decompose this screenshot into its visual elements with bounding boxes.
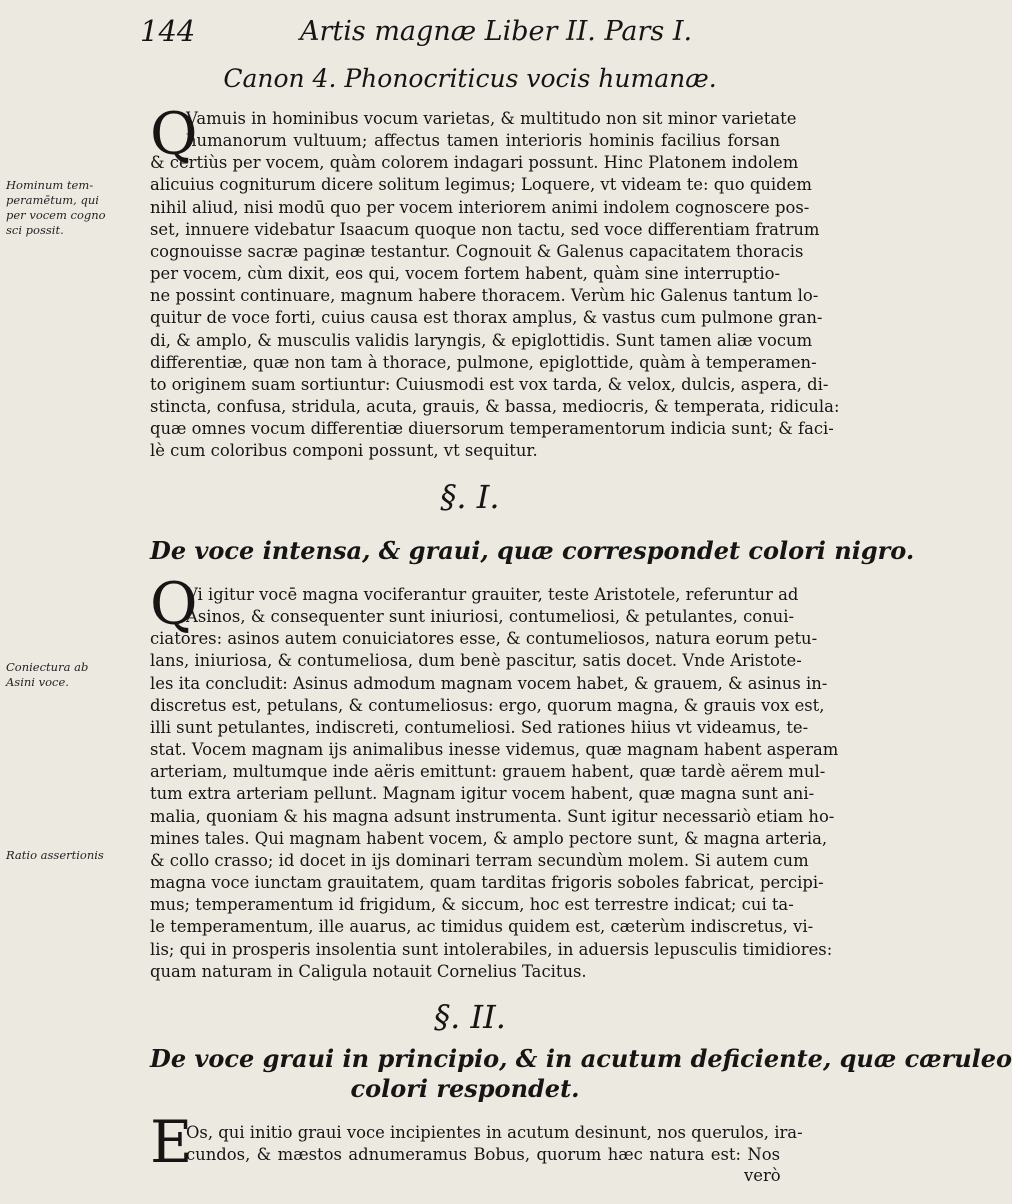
text-line: differentiæ, quæ non tam à thorace, pulmone, epiglottide, quàm à temperamen- [150,352,817,372]
text-line: quæ omnes vocum differentiæ diuersorum temperamentorum indicia sunt; & faci- [150,419,834,439]
margin-note-line: Hominum tem- [6,178,94,192]
text-line: discretus est, petulans, & contumeliosus: ergo, quorum magna, & grauis vox est, [150,695,825,715]
text-line: nihil aliud, nisi modū quo per vocem interiorem animi indolem cognoscere pos- [150,197,810,217]
page-header [140,14,780,54]
drop-cap: Q [150,100,198,168]
drop-cap-2: Q [150,570,198,638]
section-mark-1: §. I. [440,478,500,516]
text-line: quam naturam in Caligula notauit Cornelius Tacitus. [150,961,587,981]
paragraph-intro [150,100,840,463]
page-number: 144 [140,14,196,48]
text-line: cognouisse sacræ paginæ testantur. Cognouit & Galenus capacitatem thoracis [150,241,804,261]
margin-note-asini [6,660,142,690]
margin-note-line: per vocem cogno [6,208,106,222]
section-title-2-line1: De voce graui in principio, & in acutum deficiente, quæ cæruleo [150,1044,1012,1073]
text-line: quitur de voce forti, cuius causa est thorax amplus, & vastus cum pulmone gran- [150,308,823,328]
text-line: cundos, & mæstos adnumeramus Bobus, quorum hæc natura est: Nos [186,1145,780,1165]
margin-note-line: Ratio assertionis [6,848,104,862]
margin-note-line: Coniectura ab [6,660,89,674]
running-title: Artis magnæ Liber II. Pars I. [300,16,693,47]
text-line: alicuius cogniturum dicere solitum legimus; Loquere, vt videam te: quo quidem [150,175,812,195]
text-line: le temperamentum, ille auarus, ac timidus quidem est, cæterùm indiscretus, vi- [150,917,814,937]
text-line: arteriam, multumque inde aëris emittunt: grauem habent, quæ tardè aërem mul- [150,762,826,782]
text-line: & certiùs per vocem, quàm colorem indagari possunt. Hinc Platonem indolem [150,153,799,173]
text-line: mus; temperamentum id frigidum, & siccum, hoc est terrestre indicat; cui ta- [150,895,794,915]
text-line: humanorum vultuum; affectus tamen interioris hominis facilius forsan [186,131,780,151]
paragraph-section-2 [150,1122,803,1166]
section-title-1: De voce intensa, & graui, quæ correspondet colori nigro. [150,536,915,565]
text-line: stincta, confusa, stridula, acuta, grauis, & bassa, mediocris, & temperata, ridicula: [150,397,840,417]
margin-note-line: sci possit. [6,223,64,237]
text-line: per vocem, cùm dixit, eos qui, vocem fortem habent, quàm sine interruptio- [150,264,780,284]
text-line: les ita concludit: Asinus admodum magnam vocem habet, & grauem, & asinus in- [150,673,828,693]
margin-note-line: Asini voce. [6,675,69,689]
text-line: tum extra arteriam pellunt. Magnam igitur vocem habent, quæ magna sunt ani- [150,784,815,804]
margin-note-line: peramētum, qui [6,193,99,207]
text-line: lans, iniuriosa, & contumeliosa, dum benè pascitur, satis docet. Vnde Aristote- [150,651,802,671]
text-line: Vi igitur vocē magna vociferantur grauiter, teste Aristotele, referuntur ad [186,585,799,604]
text-line: mines tales. Qui magnam habent vocem, & amplo pectore sunt, & magna arteria, [150,828,828,848]
text-line: & collo crasso; id docet in ijs dominari terram secundùm molem. Si autem cum [150,850,809,870]
text-line: Vamuis in hominibus vocum varietas, & multitudo non sit minor varietate [186,109,797,128]
text-line: stat. Vocem magnam ijs animalibus inesse videmus, quæ magnam habent asperam [150,740,839,760]
drop-cap-3: E [150,1108,193,1176]
text-line: to originem suam sortiuntur: Cuiusmodi est vox tarda, & velox, dulcis, aspera, di- [150,374,829,394]
text-line: malia, quoniam & his magna adsunt instrumenta. Sunt igitur necessariò etiam ho- [150,806,835,826]
section-title-2-line2: colori respondet. [350,1074,580,1103]
text-line: Os, qui initio graui voce incipientes in acutum desinunt, nos querulos, ira- [186,1123,803,1142]
text-line: di, & amplo, & musculis validis laryngis, & epiglottidis. Sunt tamen aliæ vocum [150,330,813,350]
margin-note-hominum [6,178,142,238]
text-line: magna voce iunctam grauitatem, quam tarditas frigoris soboles fabricat, percipi- [150,873,824,893]
text-line: set, innuere videbatur Isaacum quoque non tactu, sed voce differentiam fratrum [150,219,820,239]
text-line: ciatores: asinos autem conuiciatores esse, & contumeliosos, natura eorum petu- [150,629,818,649]
text-line: ne possint continuare, magnum habere thoracem. Verùm hic Galenus tantum lo- [150,286,819,306]
text-line: Asinos, & consequenter sunt iniuriosi, contumeliosi, & petulantes, conui- [186,607,795,627]
text-line: lè cum coloribus componi possunt, vt sequitur. [150,441,538,461]
text-line: illi sunt petulantes, indiscreti, contumeliosi. Sed rationes hiius vt videamus, te- [150,717,809,737]
section-mark-2: §. II. [434,998,506,1036]
paragraph-section-1 [150,584,839,983]
canon-title: Canon 4. Phonocriticus vocis humanæ. [223,64,717,93]
catchword: verò [744,1166,781,1185]
text-line: lis; qui in prosperis insolentia sunt intolerabiles, in aduersis lepusculis timidiores: [150,939,833,959]
margin-note-ratio [6,848,142,863]
